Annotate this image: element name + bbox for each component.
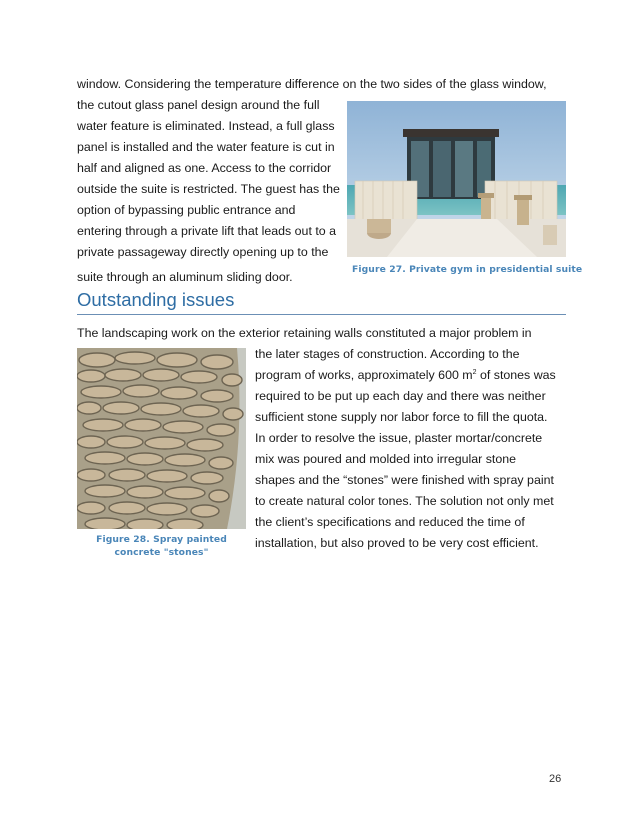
paragraph-1-line-10: suite through an aluminum sliding door.: [77, 270, 293, 284]
paragraph-2-line-3-after: of stones was: [476, 368, 556, 382]
paragraph-2-line-2: the later stages of construction. According to the: [255, 347, 520, 361]
paragraph-2-line-9: to create natural color tones. The solution not only met: [255, 494, 554, 508]
paragraph-1-line-7: option of bypassing public entrance and: [77, 203, 296, 217]
paragraph-2-line-10: the client’s specifications and reduced the time of: [255, 515, 525, 529]
paragraph-2-line-11: installation, but also proved to be very cost efficient.: [255, 536, 539, 550]
figure-28-photo: [77, 348, 246, 529]
paragraph-1-line-6: outside the suite is restricted. The guest has the: [77, 182, 340, 196]
paragraph-1-line-4: panel is installed and the water feature is cut in: [77, 140, 335, 154]
paragraph-2-line-3-before: program of works, approximately 600 m: [255, 368, 473, 382]
paragraph-1-line-1: window. Considering the temperature difference on the two sides of the glass window,: [77, 77, 547, 91]
paragraph-2-line-7: mix was poured and molded into irregular stone: [255, 452, 517, 466]
paragraph-2-line-3: [255, 365, 556, 385]
paragraph-2-line-8: shapes and the “stones” were finished with spray paint: [255, 473, 554, 487]
figure-27-photo: [347, 101, 566, 257]
section-heading-rule: [77, 314, 566, 315]
paragraph-1-line-8: entering through a private lift that leads out to a: [77, 224, 336, 238]
paragraph-2-line-5: sufficient stone supply nor labor force to fill the quota.: [255, 410, 548, 424]
paragraph-2-line-6: In order to resolve the issue, plaster mortar/concrete: [255, 431, 543, 445]
paragraph-1-line-3: water feature is eliminated. Instead, a full glass: [77, 119, 335, 133]
section-heading: Outstanding issues: [77, 289, 235, 310]
paragraph-1-line-2: the cutout glass panel design around the full: [77, 98, 320, 112]
paragraph-2-line-4: required to be put up each day and there was neither: [255, 389, 546, 403]
paragraph-1-line-5: half and aligned as one. Access to the corridor: [77, 161, 332, 175]
page-number: 26: [549, 773, 562, 785]
figure-27-caption: Figure 27. Private gym in presidential suite: [352, 264, 583, 275]
figure-28-caption-line-2: concrete "stones": [114, 547, 209, 558]
paragraph-2-line-1: The landscaping work on the exterior retaining walls constituted a major problem in: [77, 326, 532, 340]
superscript-2: 2: [472, 368, 477, 376]
figure-28-caption-line-1: Figure 28. Spray painted: [96, 534, 227, 545]
figure-28-caption: [77, 533, 246, 559]
paragraph-1-line-9: private passageway directly opening up to the: [77, 245, 329, 259]
